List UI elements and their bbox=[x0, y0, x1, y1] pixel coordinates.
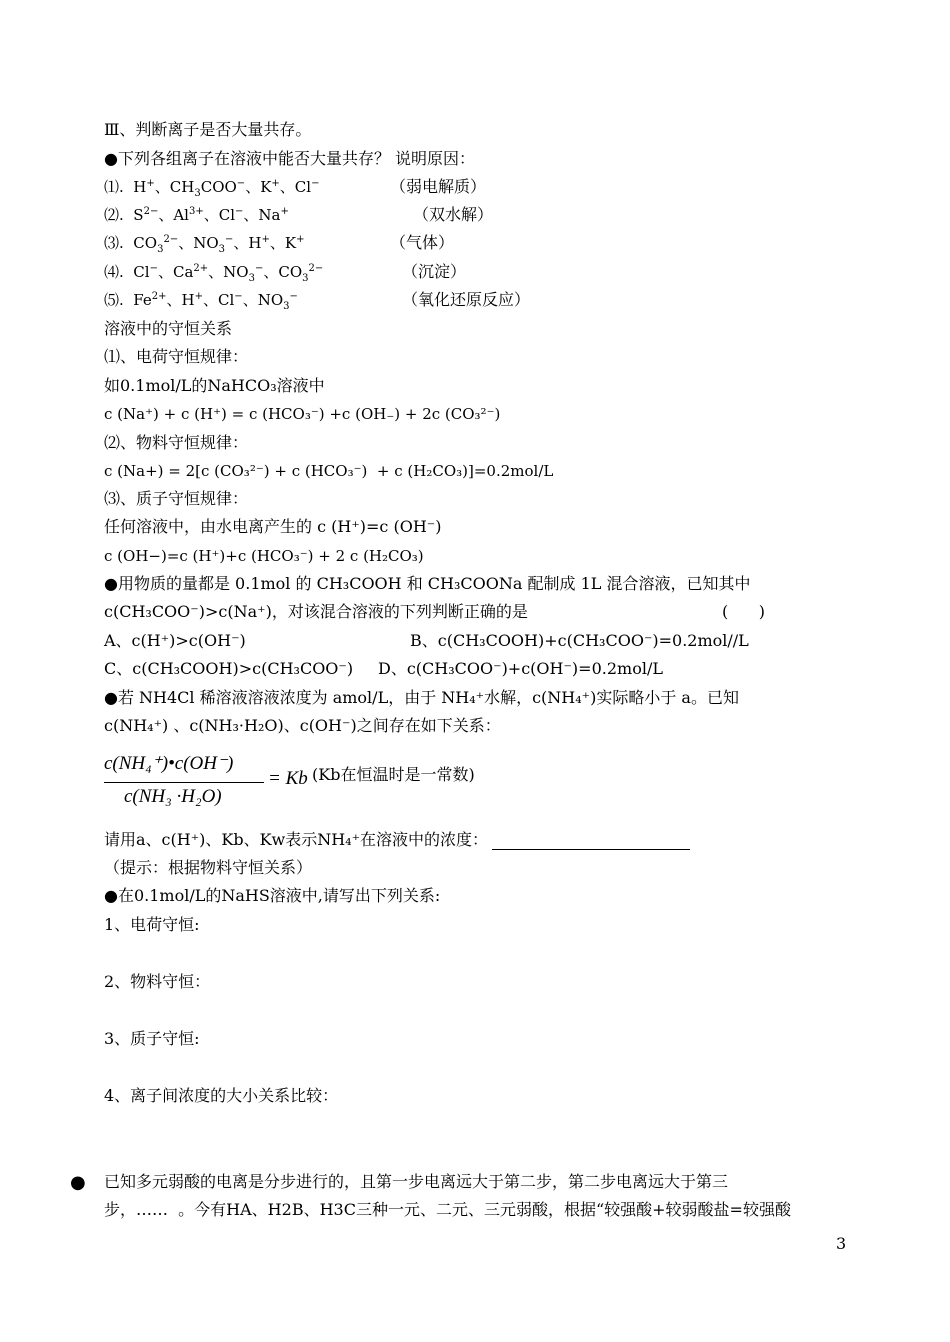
nh4-concentration-prompt: 请用a、c(H⁺)、Kb、Kw表示NH₄⁺在溶液中的浓度： bbox=[104, 830, 690, 850]
kb-numerator: c(NH₄⁺)•c(OH⁻) bbox=[104, 753, 234, 774]
option-b: B、c(CH₃COOH)+c(CH₃COO⁻)=0.2mol//L bbox=[410, 631, 749, 650]
fraction-bar bbox=[104, 782, 264, 783]
ion-group-1: ⑴. H+、$CH_3COO^-$、K+、Cl− bbox=[104, 178, 320, 199]
nahs-charge: 1、电荷守恒: bbox=[104, 915, 200, 934]
ion-group-2-reason: （双水解） bbox=[413, 205, 494, 224]
nahs-order: 4、离子间浓度的大小关系比较： bbox=[104, 1086, 339, 1105]
ion-group-5-reason: （氧化还原反应） bbox=[402, 290, 531, 309]
ion-group-4: ⑷. Cl−、$Ca^{2+}$、$NO_3^-$、$CO_3^{2-}$ bbox=[104, 263, 324, 284]
bullet-icon: ● bbox=[70, 1172, 86, 1193]
mass-equation: c (Na+) = 2[c (CO₃²⁻) + c (HCO₃⁻) + c (H₂CO₃)]=0.2mol/L bbox=[104, 462, 554, 480]
ion-group-5: ⑸. $Fe^{2+}$、H+、Cl−、$NO_3^-$ bbox=[104, 291, 298, 312]
option-d: D、c(CH₃COO⁻)+c(OH⁻)=0.2mol/L bbox=[378, 659, 663, 678]
question-nahs: ●在0.1mol/L的NaHS溶液中,请写出下列关系: bbox=[104, 886, 441, 905]
ion-group-2: ⑵. $S^{2-}$、$Al^{3+}$、Cl−、Na+ bbox=[104, 206, 289, 224]
ion-group-3-reason: （气体） bbox=[390, 233, 455, 252]
charge-conservation-title: ⑴、电荷守恒规律： bbox=[104, 347, 249, 366]
question-intro: ●下列各组离子在溶液中能否大量共存？ 说明原因： bbox=[104, 149, 476, 168]
hint: （提示：根据物料守恒关系） bbox=[104, 858, 313, 877]
nahco3-example: 如0.1mol/L的NaHCO₃溶液中 bbox=[104, 376, 325, 395]
charge-equation: c (Na⁺) + c (H⁺) = c (HCO₃⁻) +c (OH₋) + 2c (CO₃²⁻) bbox=[104, 405, 501, 423]
nahs-proton: 3、质子守恒: bbox=[104, 1029, 200, 1048]
page-number: 3 bbox=[836, 1234, 847, 1253]
proton-equation: c (OH−)=c (H⁺)+c (HCO₃⁻) + 2 c (H₂CO₃) bbox=[104, 547, 424, 565]
answer-blank[interactable] bbox=[492, 834, 690, 850]
conservation-heading: 溶液中的守恒关系 bbox=[104, 319, 233, 338]
ion-group-1-reason: （弱电解质） bbox=[390, 177, 487, 196]
ion-group-4-reason: （沉淀） bbox=[402, 262, 467, 281]
nahs-mass: 2、物料守恒： bbox=[104, 972, 211, 991]
option-a: A、c(H⁺)>c(OH⁻) bbox=[104, 631, 246, 650]
polyprotic-intro-cont: 步，…… 。今有HA、H2B、H3C三种一元、二元、三元弱酸，根据“较强酸+较弱酸盐=较强酸 bbox=[104, 1200, 791, 1219]
kb-note: (Kb在恒温时是一常数) bbox=[312, 765, 475, 784]
proton-conservation-title: ⑶、质子守恒规律： bbox=[104, 489, 249, 508]
kb-denominator: c(NH₃ ·H₂O) bbox=[124, 786, 222, 807]
ion-group-3: ⑶. $CO_3^{2-}$、$NO_3^-$、H+、K+ bbox=[104, 234, 305, 255]
kb-equals: = Kb bbox=[268, 768, 308, 789]
question-mixture-cont: c(CH₃COO⁻)>c(Na⁺)，对该混合溶液的下列判断正确的是 bbox=[104, 602, 528, 621]
question-nh4cl: ●若 NH4Cl 稀溶液溶液浓度为 amol/L，由于 NH₄⁺水解，c(NH₄⁺)实际略小于 a。已知 bbox=[104, 688, 739, 707]
mass-conservation-title: ⑵、物料守恒规律： bbox=[104, 433, 249, 452]
option-c: C、c(CH₃COOH)>c(CH₃COO⁻) bbox=[104, 659, 354, 678]
question-mixture: ●用物质的量都是 0.1mol 的 CH₃COOH 和 CH₃COONa 配制成 1L 混合溶液，已知其中 bbox=[104, 574, 751, 593]
answer-bracket: ( ) bbox=[722, 602, 765, 621]
section-heading: Ⅲ、判断离子是否大量共存。 bbox=[104, 120, 312, 139]
proton-statement: 任何溶液中，由水电离产生的 c (H⁺)=c (OH⁻) bbox=[104, 517, 442, 536]
polyprotic-intro: 已知多元弱酸的电离是分步进行的，且第一步电离远大于第二步，第二步电离远大于第三 bbox=[104, 1172, 729, 1191]
question-nh4cl-cont: c(NH₄⁺) 、c(NH₃·H₂O)、c(OH⁻)之间存在如下关系： bbox=[104, 716, 501, 735]
